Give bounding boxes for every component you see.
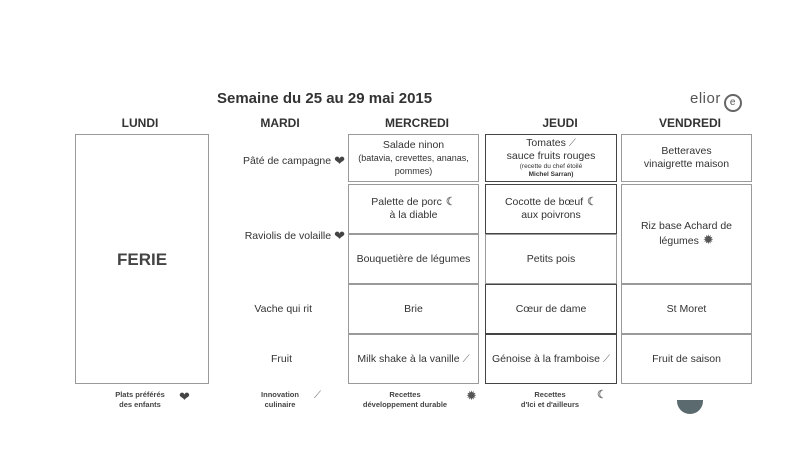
magic-wand-icon: ⟋	[602, 353, 610, 365]
mercredi-plat-line2: à la diable	[389, 209, 438, 221]
mardi-plat-text: Raviolis de volaille	[244, 230, 332, 242]
mardi-entree-text: Pâté de campagne	[242, 155, 332, 167]
vendredi-dessert: Fruit de saison	[621, 334, 752, 384]
day-header-jeudi: JEUDI	[542, 116, 578, 130]
globe-icon: ☾	[587, 196, 598, 208]
legend-line2: des enfants	[119, 400, 161, 409]
brand-logo	[690, 90, 742, 112]
mercredi-dessert	[348, 334, 479, 384]
day-header-mercredi: MERCREDI	[384, 116, 449, 130]
legend-line2: développement durable	[362, 400, 448, 409]
legend-item-ici-ailleurs	[510, 390, 590, 410]
heart-icon: ❤	[334, 153, 345, 168]
jeudi-entree-line1: Tomates	[526, 137, 566, 149]
vendredi-plat-line2: légumes	[659, 235, 699, 247]
day-header-vendredi: VENDREDI	[658, 116, 721, 130]
magic-wand-icon: ⟋	[568, 138, 576, 149]
legend-line1: Recettes	[534, 390, 566, 399]
jeudi-dessert-text: Génoise à la framboise	[492, 352, 600, 365]
legend-line1: Innovation	[261, 390, 299, 399]
jeudi-accomp: Petits pois	[485, 234, 617, 284]
vendredi-entree	[621, 134, 752, 182]
vendredi-entree-line2: vinaigrette maison	[643, 158, 730, 170]
mercredi-entree-line1: Salade ninon	[382, 138, 445, 151]
globe-icon: ☾	[597, 389, 607, 401]
day-header-mardi: MARDI	[260, 116, 300, 130]
mercredi-accomp: Bouquetière de légumes	[348, 234, 479, 284]
legend-item-plats-preferes	[105, 390, 175, 410]
mardi-entree	[210, 153, 345, 169]
legend-line1: Recettes	[389, 390, 421, 399]
vendredi-plat	[621, 184, 752, 284]
mardi-plat	[210, 228, 345, 244]
heart-icon: ❤	[179, 389, 190, 404]
legend-line2: culinaire	[264, 400, 296, 409]
mercredi-entree-line3: pommes)	[394, 165, 433, 176]
mercredi-entree	[348, 134, 479, 182]
mercredi-plat	[348, 184, 479, 234]
legend-item-innovation	[250, 390, 310, 410]
sun-icon: ✹	[466, 388, 477, 403]
day-header-lundi: LUNDI	[121, 116, 159, 130]
heart-icon: ❤	[334, 228, 345, 243]
jeudi-fromage: Cœur de dame	[485, 284, 617, 334]
mercredi-entree-line2: (batavia, crevettes, ananas,	[358, 152, 469, 163]
brand-name: elior	[690, 90, 721, 107]
vendredi-entree-line1: Betteraves	[661, 145, 712, 157]
magic-wand-icon: ⟋	[462, 353, 470, 365]
jeudi-plat	[485, 184, 617, 234]
sun-icon: ✹	[702, 232, 714, 247]
legend-line1: Plats préférés	[115, 390, 165, 399]
vendredi-plat-line1: Riz base Achard de	[640, 220, 733, 232]
elior-e-logo-icon: e	[724, 94, 742, 112]
mercredi-dessert-text: Milk shake à la vanille	[357, 352, 460, 365]
jeudi-entree-line2: sauce fruits rouges	[506, 150, 596, 162]
jeudi-entree-note2: Michel Sarran)	[528, 171, 574, 178]
jeudi-plat-line1: Cocotte de bœuf	[504, 196, 584, 208]
legend-item-developpement-durable	[355, 390, 455, 410]
lundi-cell	[75, 134, 209, 384]
page-title: Semaine du 25 au 29 mai 2015	[217, 90, 433, 107]
mardi-fromage: Vache qui rit	[254, 303, 312, 315]
jeudi-entree	[485, 134, 617, 182]
jeudi-dessert	[485, 334, 617, 384]
magic-wand-icon: ⟋	[314, 390, 321, 401]
legend-line2: d'Ici et d'ailleurs	[520, 400, 580, 409]
mercredi-plat-line1: Palette de porc	[371, 196, 442, 208]
globe-icon: ☾	[445, 196, 456, 208]
mercredi-fromage: Brie	[348, 284, 479, 334]
vendredi-fromage: St Moret	[621, 284, 752, 334]
jeudi-plat-line2: aux poivrons	[521, 209, 581, 221]
regional-badge-icon	[677, 400, 703, 414]
jeudi-entree-note1: (recette du chef étoilé	[519, 163, 583, 170]
ferie-label: FERIE	[116, 249, 168, 269]
mardi-dessert: Fruit	[271, 353, 292, 365]
